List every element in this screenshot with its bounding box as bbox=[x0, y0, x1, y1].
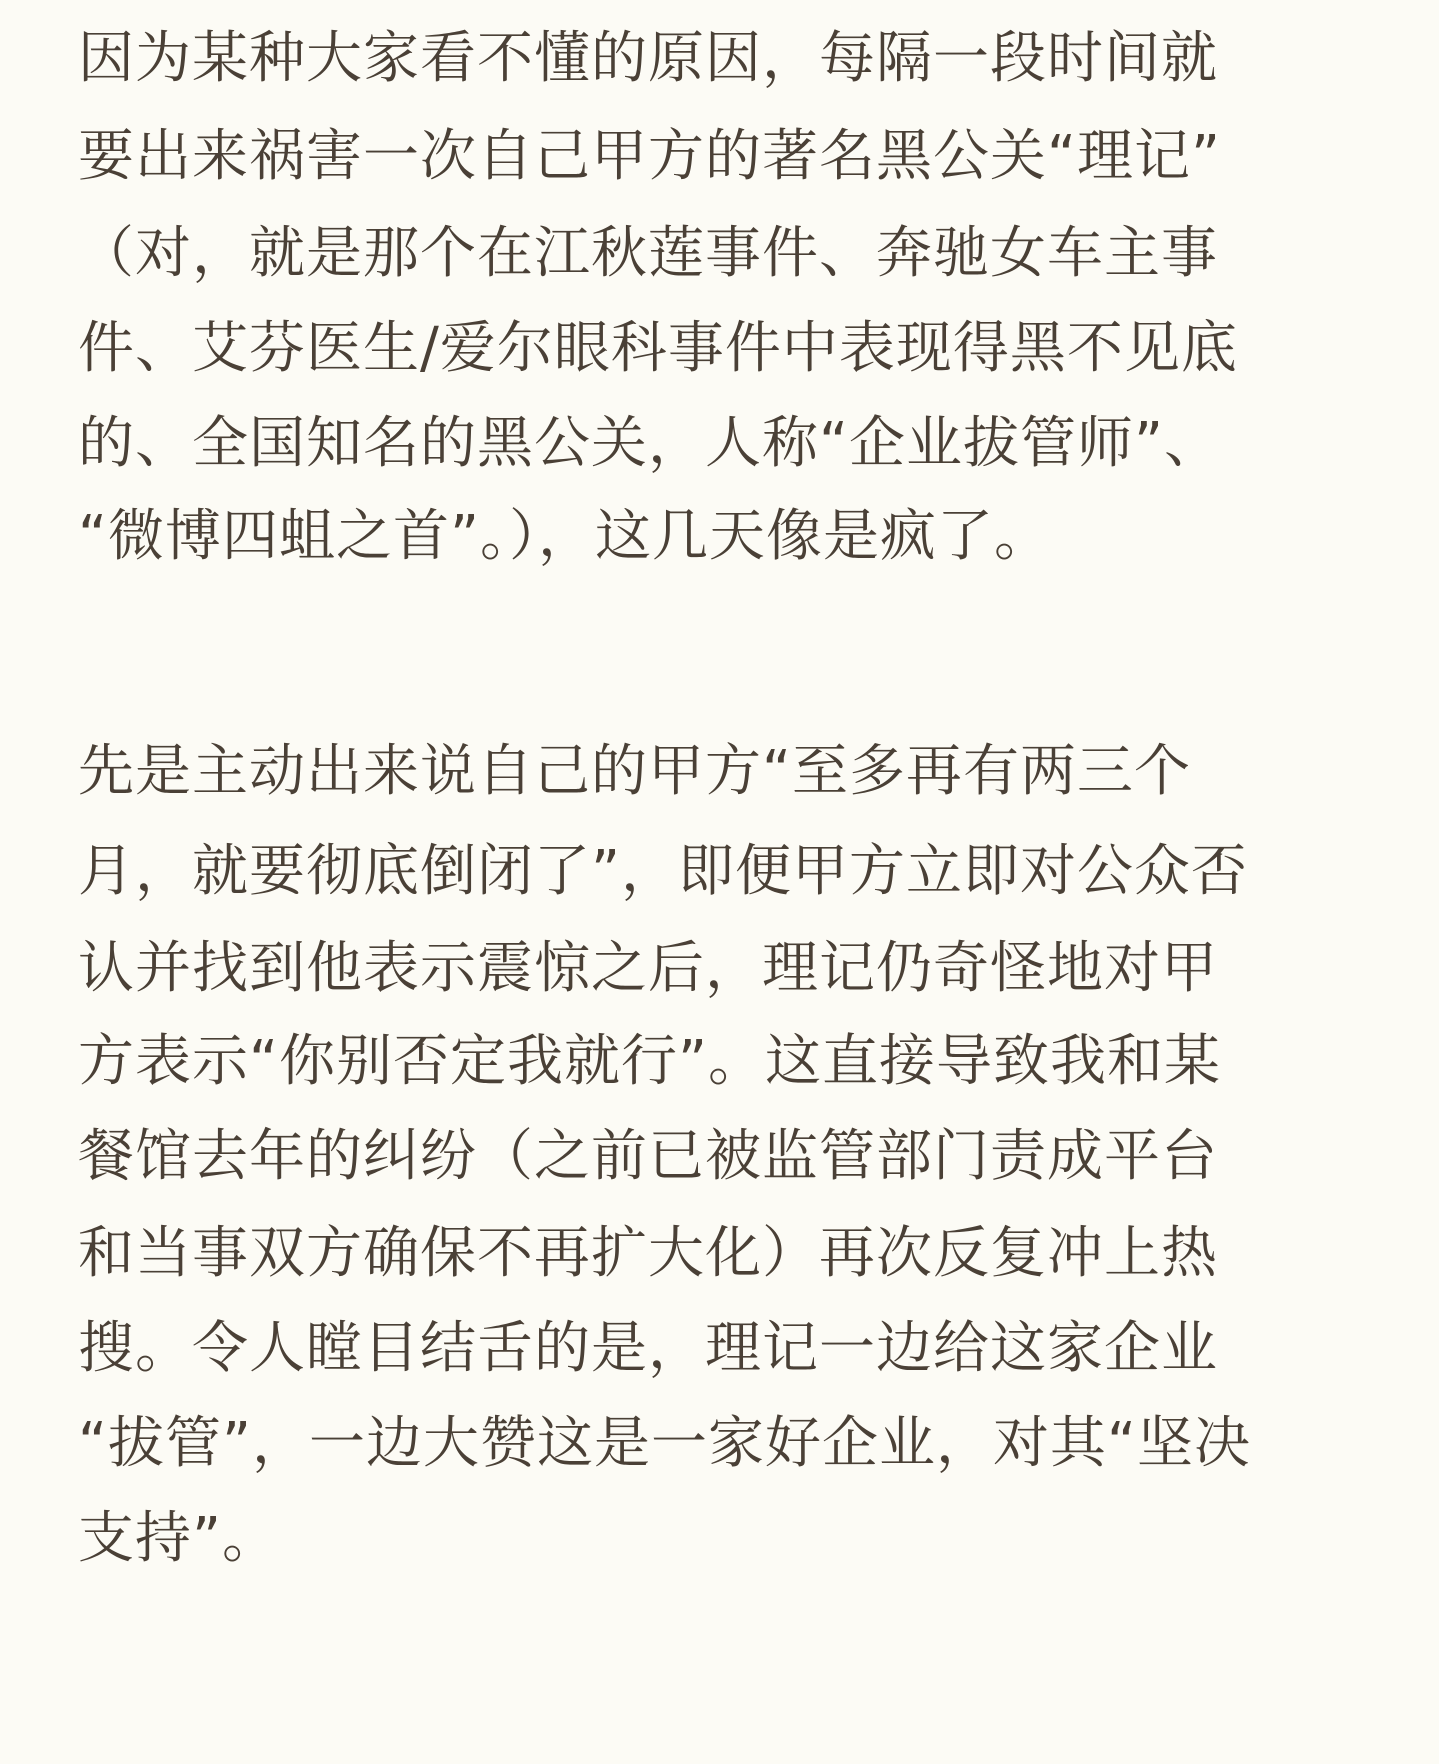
text-line: 要出来祸害一次自己甲方的著名黑公关“理记” bbox=[78, 124, 1222, 189]
text-line: （对，就是那个在江秋莲事件、奔驰女车主事 bbox=[78, 221, 1218, 286]
text-line: 先是主动出来说自己的甲方“至多再有两三个 bbox=[78, 739, 1192, 804]
text-line: “微博四蛆之首”。），这几天像是疯了。 bbox=[78, 504, 1052, 569]
text-line: “拔管”，一边大赞这是一家好企业，对其“坚决 bbox=[78, 1411, 1252, 1476]
text-line: 认并找到他表示震惊之后，理记仍奇怪地对甲 bbox=[78, 936, 1218, 1001]
text-line: 的、全国知名的黑公关，人称“企业拔管师”、 bbox=[78, 411, 1222, 476]
text-line: 因为某种大家看不懂的原因，每隔一段时间就 bbox=[78, 26, 1218, 91]
text-line: 方表示“你别否定我就行”。这直接导致我和某 bbox=[78, 1029, 1222, 1094]
text-line: 和当事双方确保不再扩大化）再次反复冲上热 bbox=[78, 1221, 1218, 1286]
text-line: 餐馆去年的纠纷（之前已被监管部门责成平台 bbox=[78, 1124, 1218, 1189]
text-line: 支持”。 bbox=[78, 1506, 280, 1571]
text-line: 件、艾芬医生/爱尔眼科事件中表现得黑不见底 bbox=[78, 316, 1238, 381]
text-line: 搜。令人瞠目结舌的是，理记一边给这家企业 bbox=[78, 1316, 1218, 1381]
text-line: 月，就要彻底倒闭了”，即便甲方立即对公众否 bbox=[78, 839, 1249, 904]
